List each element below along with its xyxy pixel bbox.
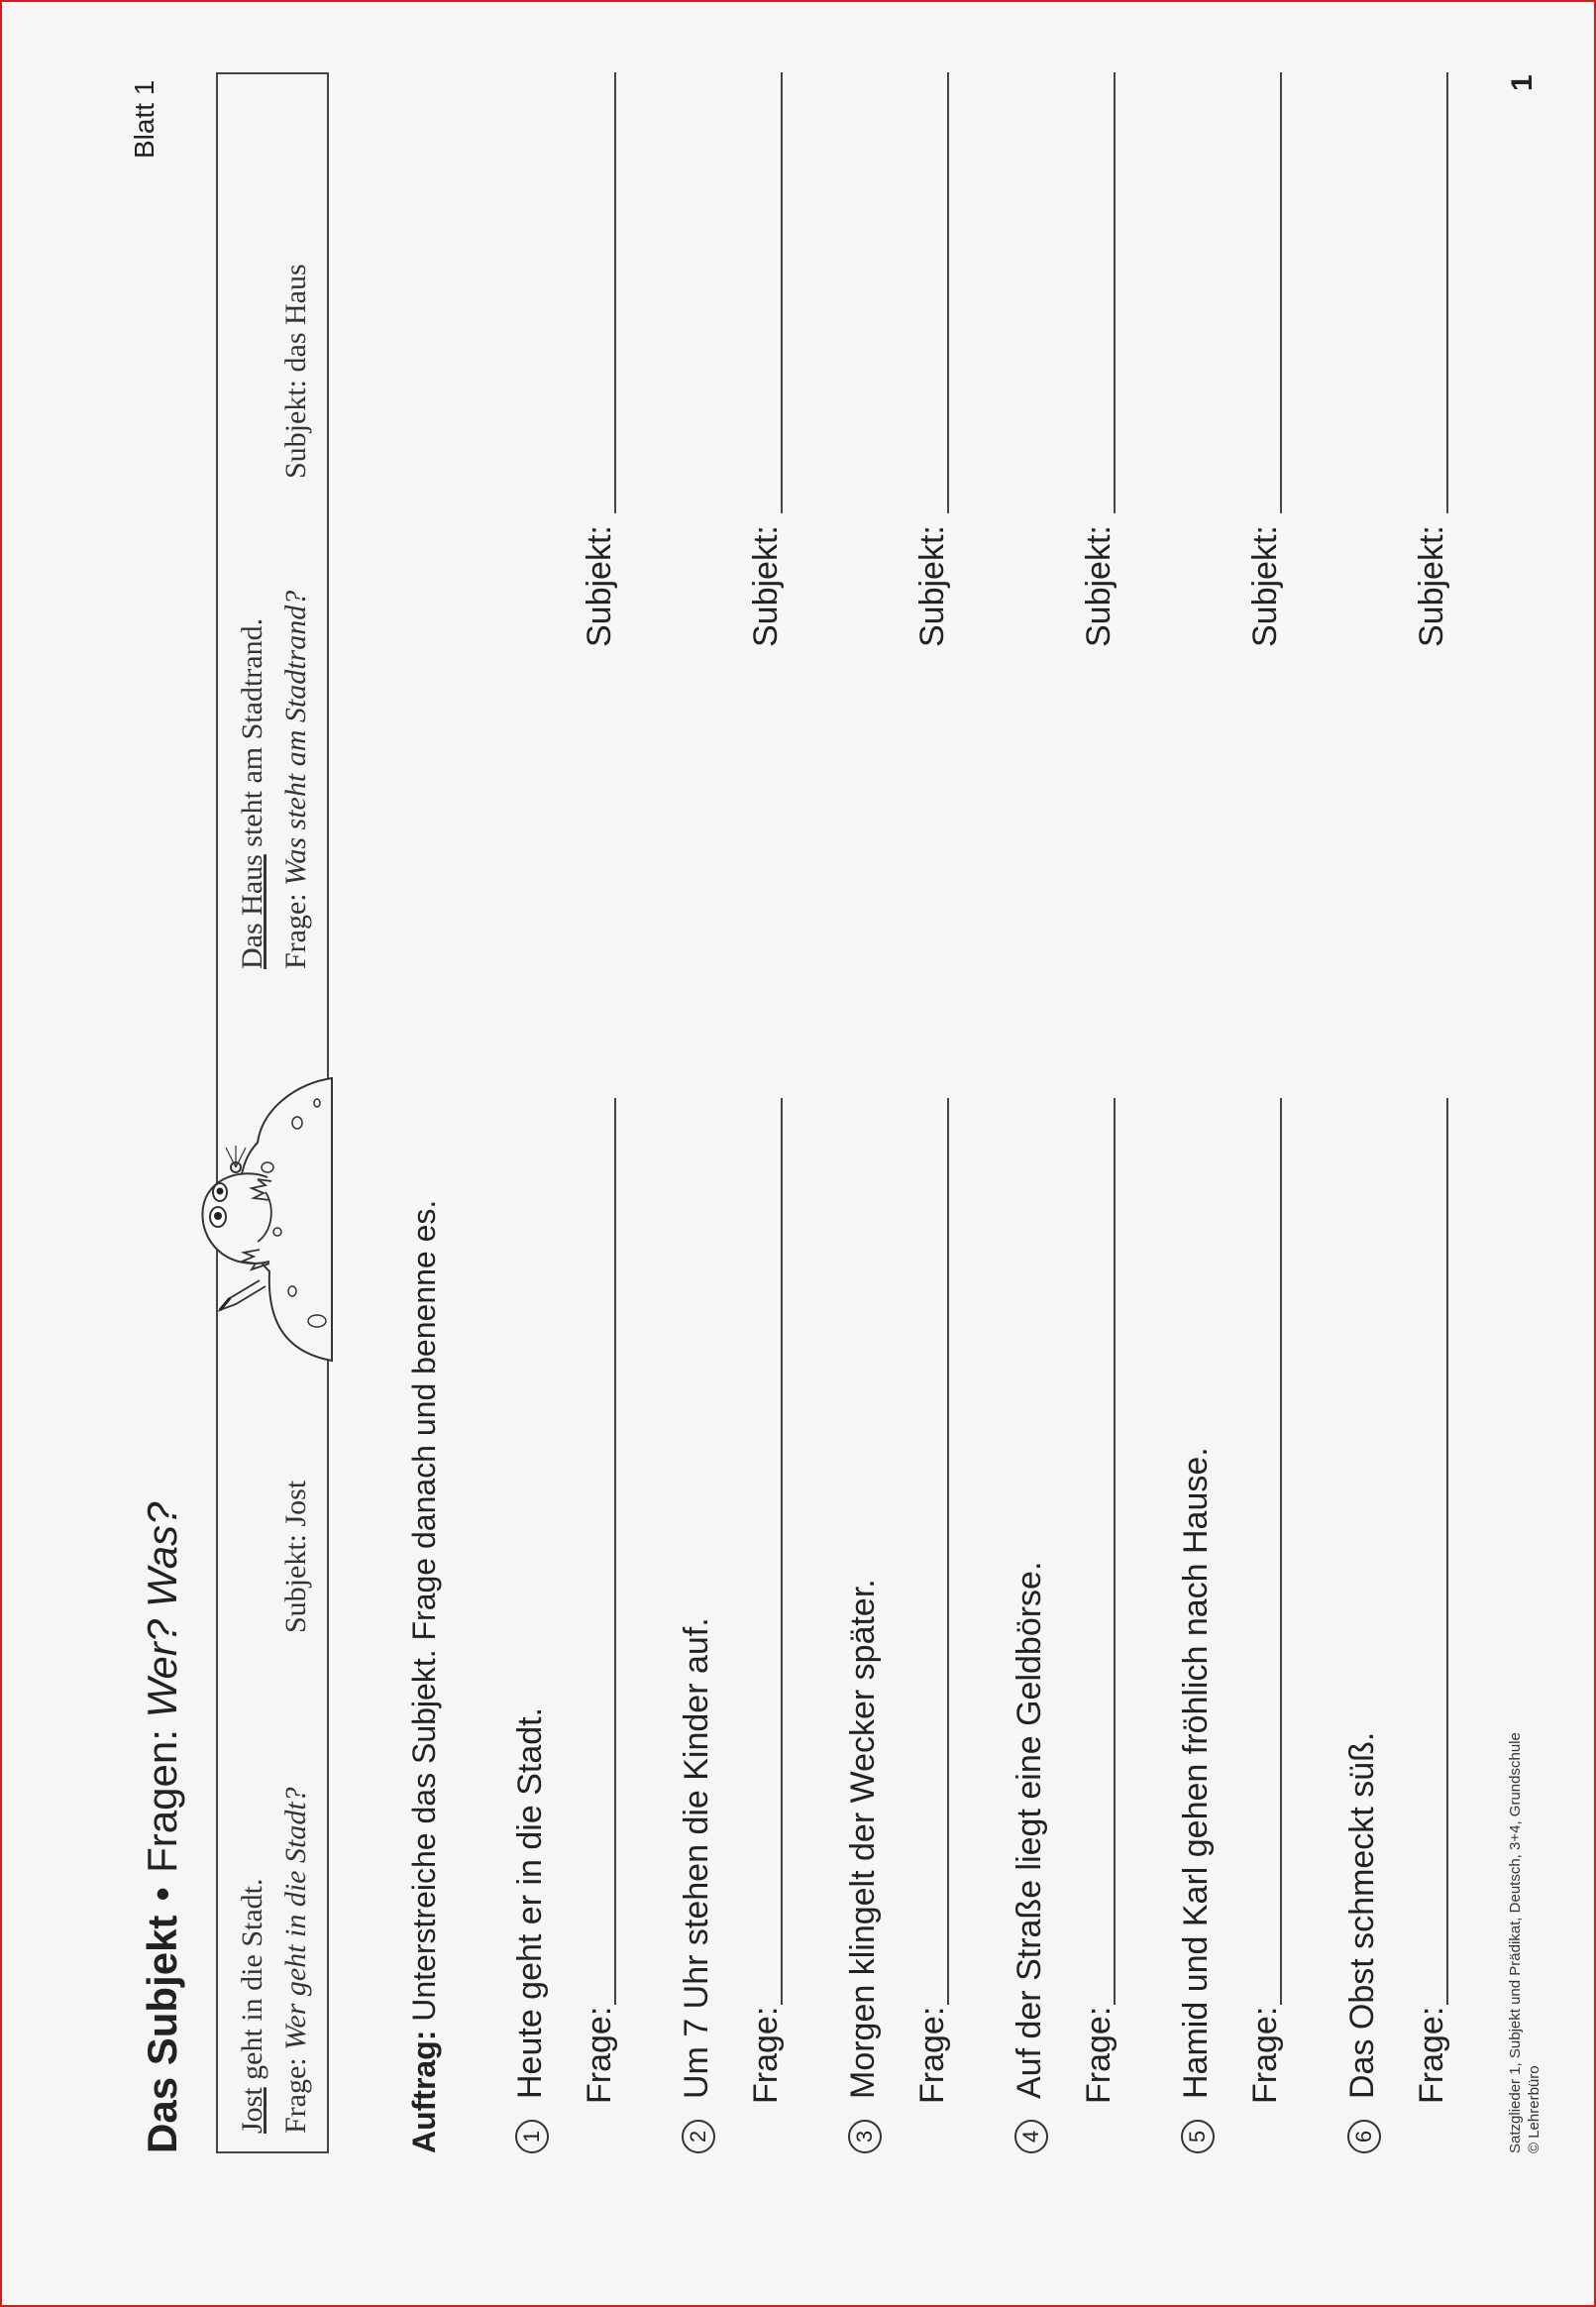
example-right-sentence <box>236 618 269 969</box>
exercise-number-3: 3 <box>848 2120 882 2153</box>
exercise-number-5: 5 <box>1181 2120 1215 2153</box>
task-instruction <box>406 1200 443 2153</box>
subject-answer-line-5[interactable] <box>1280 72 1282 513</box>
example-left-subject: Jost <box>236 2087 268 2134</box>
subject-label-6: Subjekt: <box>1413 525 1450 647</box>
subject-label-2: Subjekt: <box>747 525 785 647</box>
example-right-subject: Das Haus <box>236 854 268 969</box>
example-left-question-prefix: Frage: <box>279 2049 312 2134</box>
mole-with-pencil-icon <box>159 1073 337 1380</box>
question-answer-line-3[interactable] <box>947 1098 949 2005</box>
subject-label-5: Subjekt: <box>1246 525 1284 647</box>
title-separator: • <box>139 1886 185 1902</box>
question-answer-line-6[interactable] <box>1446 1098 1448 2005</box>
footer-line-1: Satzglieder 1, Subjekt und Prädikat, Deutsch, 3+4, Grundschule <box>1507 1732 1524 2153</box>
exercise-number-6: 6 <box>1347 2120 1381 2153</box>
question-answer-line-4[interactable] <box>1114 1098 1116 2005</box>
subject-label-4: Subjekt: <box>1080 525 1117 647</box>
exercise-sentence-2: Um 7 Uhr stehen die Kinder auf. <box>678 1617 715 2099</box>
exercise-sentence-5: Hamid und Karl gehen fröhlich nach Hause. <box>1177 1447 1215 2099</box>
example-left-answer: Subjekt: Jost <box>279 1480 312 1633</box>
page-title <box>139 1502 186 2153</box>
example-right-question-text: Was steht am Stadtrand? <box>279 590 312 886</box>
example-right-answer: Subjekt: das Haus <box>279 264 312 479</box>
subject-answer-line-1[interactable] <box>614 72 616 513</box>
question-label-1: Frage: <box>581 2006 618 2104</box>
question-answer-line-5[interactable] <box>1280 1098 1282 2005</box>
subject-label-1: Subjekt: <box>581 525 618 647</box>
question-answer-line-1[interactable] <box>614 1098 616 2005</box>
subtitle-question: Wer? Was? <box>139 1501 185 1718</box>
example-right-question-prefix: Frage: <box>279 885 312 969</box>
subject-answer-line-3[interactable] <box>947 72 949 513</box>
question-label-4: Frage: <box>1080 2006 1117 2104</box>
title-text: Das Subjekt <box>139 1915 185 2153</box>
subject-answer-line-6[interactable] <box>1446 72 1448 513</box>
example-right-rest: steht am Stadtrand. <box>236 617 268 855</box>
footer-credits <box>1506 1732 1543 2153</box>
task-text: Unterstreiche das Subjekt. Frage danach und benenne es. <box>406 1199 442 2031</box>
question-label-5: Frage: <box>1246 2006 1284 2104</box>
page-number: 1 <box>1506 74 1539 91</box>
question-label-3: Frage: <box>913 2006 951 2104</box>
exercise-sentence-4: Auf der Straße liegt eine Geldbörse. <box>1011 1561 1048 2099</box>
exercise-number-4: 4 <box>1014 2120 1048 2153</box>
footer-line-2: © Lehrerbüro <box>1526 2065 1543 2153</box>
sheet-label: Blatt 1 <box>129 79 160 159</box>
exercise-sentence-1: Heute geht er in die Stadt. <box>511 1706 549 2099</box>
exercise-number-2: 2 <box>682 2120 715 2153</box>
exercise-number-1: 1 <box>515 2120 549 2153</box>
subtitle-prefix: Fragen: <box>139 1729 185 1873</box>
example-left-question-text: Wer geht in die Stadt? <box>279 1787 312 2050</box>
example-left-question <box>279 1787 313 2134</box>
question-answer-line-2[interactable] <box>781 1098 783 2005</box>
example-right-question <box>279 591 313 969</box>
subject-answer-line-4[interactable] <box>1114 72 1116 513</box>
task-label: Auftrag: <box>406 2030 442 2153</box>
subject-answer-line-2[interactable] <box>781 72 783 513</box>
example-left-sentence <box>236 1879 269 2135</box>
exercise-sentence-3: Morgen klingelt der Wecker später. <box>844 1579 882 2099</box>
question-label-6: Frage: <box>1413 2006 1450 2104</box>
exercise-sentence-6: Das Obst schmeckt süß. <box>1343 1731 1381 2099</box>
example-left-rest: geht in die Stadt. <box>236 1878 268 2088</box>
subject-label-3: Subjekt: <box>913 525 951 647</box>
question-label-2: Frage: <box>747 2006 785 2104</box>
